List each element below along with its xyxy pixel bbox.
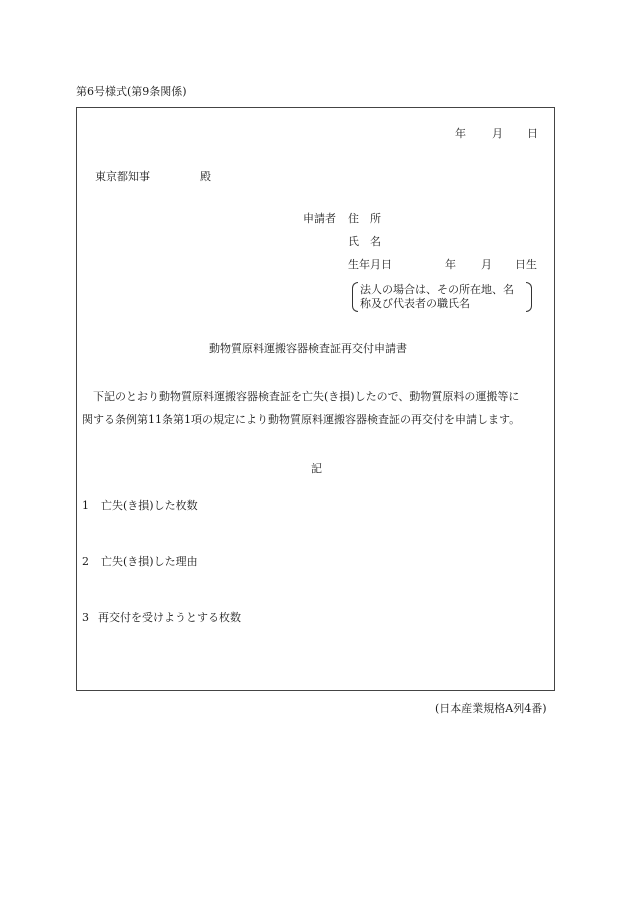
item-2-number: 2 bbox=[82, 555, 89, 568]
date-day: 日 bbox=[527, 127, 538, 140]
body-line-1: 下記のとおり動物質原料運搬容器検査証を亡失(き損)したので、動物質原料の運搬等に bbox=[93, 390, 520, 403]
birth-year: 年 bbox=[445, 258, 456, 271]
birth-day: 日生 bbox=[515, 258, 537, 271]
date-year: 年 bbox=[455, 127, 466, 140]
addressee-honorific: 殿 bbox=[200, 170, 211, 183]
item-3-number: 3 bbox=[82, 611, 89, 624]
document-title: 動物質原料運搬容器検査証再交付申請書 bbox=[209, 342, 407, 355]
corp-note-line2: 称及び代表者の職氏名 bbox=[360, 297, 470, 310]
body-line-2: 関する条例第11条第1項の規定により動物質原料運搬容器検査証の再交付を申請します。 bbox=[82, 413, 521, 426]
item-1-text: 亡失(き損)した枚数 bbox=[101, 499, 198, 512]
item-1-number: 1 bbox=[82, 499, 89, 512]
corp-note-bracket-left bbox=[352, 282, 358, 312]
ki-heading: 記 bbox=[311, 462, 322, 475]
birth-month: 月 bbox=[481, 258, 492, 271]
name-label: 氏 名 bbox=[348, 235, 381, 248]
corp-note-bracket-right bbox=[526, 282, 532, 312]
applicant-label: 申請者 bbox=[303, 212, 336, 225]
birth-label: 生年月日 bbox=[348, 258, 392, 271]
corp-note-line1: 法人の場合は、その所在地、名 bbox=[360, 283, 514, 296]
address-label: 住 所 bbox=[348, 212, 381, 225]
addressee-name: 東京都知事 bbox=[95, 170, 150, 183]
item-3-text: 再交付を受けようとする枚数 bbox=[98, 611, 241, 624]
form-number: 第6号様式(第9条関係) bbox=[76, 85, 187, 98]
date-month: 月 bbox=[492, 127, 503, 140]
paper-size-note: (日本産業規格A列4番) bbox=[435, 702, 547, 715]
item-2-text: 亡失(き損)した理由 bbox=[101, 555, 198, 568]
